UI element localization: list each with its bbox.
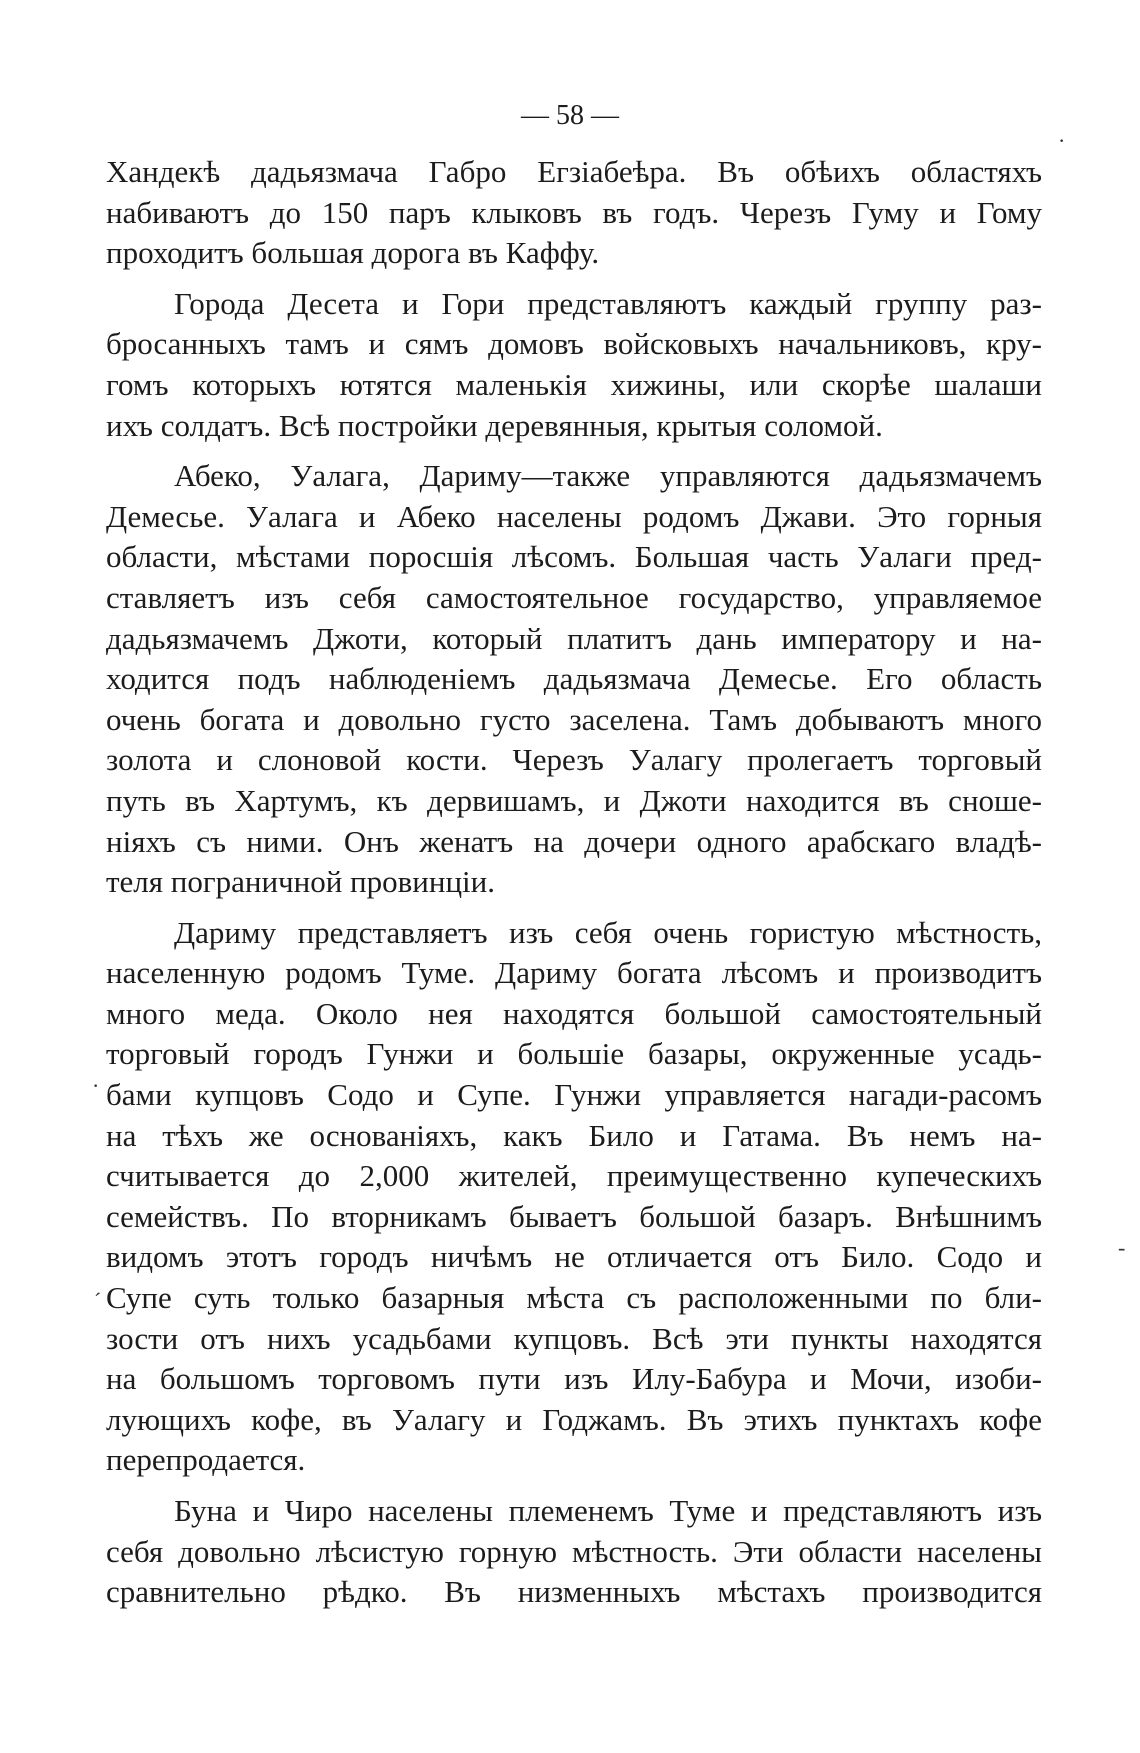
body-text — [106, 152, 1042, 1613]
paragraph — [106, 152, 1042, 274]
text-line: лующихъ кофе, въ Уалагу и Годжамъ. Въ этихъ пунктахъ кофе — [106, 1401, 1042, 1437]
text-line: много меда. Около нея находятся большой самостоятельный — [106, 995, 1042, 1031]
text-line: Города Десета и Гори представляютъ каждый группу раз- — [174, 285, 1042, 321]
text-line: себя довольно лѣсистую горную мѣстность. Эти области населены — [106, 1533, 1042, 1569]
text-line: считывается до 2,000 жителей, преимущественно купеческихъ — [106, 1158, 1042, 1194]
text-line: очень богата и довольно густо заселена. Тамъ добываютъ много — [106, 701, 1042, 737]
paragraph — [106, 1491, 1042, 1613]
text-line: Буна и Чиро населены племенемъ Туме и представляютъ изъ — [174, 1493, 1042, 1528]
text-line: гомъ которыхъ ютятся маленькія хижины, или скорѣе шалаши — [106, 366, 1042, 402]
text-line: на большомъ торговомъ пути изъ Илу-Бабура и Мочи, изоби- — [106, 1361, 1042, 1397]
text-line: населенную родомъ Туме. Дариму богата лѣсомъ и производитъ — [106, 955, 1042, 991]
paragraph — [106, 913, 1042, 1481]
text-line: Абеко, Уалага, Дариму—также управляются дадьязмачемъ — [174, 458, 1042, 494]
text-line: сравнительно рѣдко. Въ низменныхъ мѣстахъ производится — [106, 1574, 1042, 1610]
text-line: дадьязмачемъ Джоти, который платитъ дань императору и на- — [106, 620, 1042, 656]
text-line: семействъ. По вторникамъ бываетъ большой базаръ. Внѣшнимъ — [106, 1198, 1042, 1234]
text-line: Хандекѣ дадьязмача Габро Егзіабеѣра. Въ обѣихъ областяхъ — [106, 154, 1042, 189]
text-line: перепродается. — [106, 1442, 306, 1478]
text-line: области, мѣстами поросшія лѣсомъ. Большая часть Уалаги пред- — [106, 539, 1042, 575]
ink-speck: ˊ — [94, 1288, 102, 1313]
text-line: Демесье. Уалага и Абеко населены родомъ Джави. Это горныя — [106, 498, 1042, 534]
text-line: проходитъ большая дорога въ Каффу. — [106, 235, 600, 271]
text-line: набиваютъ до 150 паръ клыковъ въ годъ. Черезъ Гуму и Гому — [106, 194, 1042, 230]
ink-speck: · — [92, 1073, 100, 1098]
paragraph — [106, 456, 1042, 903]
text-line: видомъ этотъ городъ ничѣмъ не отличается отъ Било. Содо и — [106, 1239, 1042, 1275]
text-line: ходится подъ наблюденіемъ дадьязмача Демесье. Его область — [106, 661, 1042, 697]
page-number: — 58 — — [521, 100, 619, 131]
text-line: Дариму представляетъ изъ себя очень гористую мѣстность, — [174, 914, 1042, 950]
text-line: теля пограничной провинціи. — [106, 864, 495, 900]
text-line: ставляетъ изъ себя самостоятельное государство, управляемое — [106, 579, 1042, 615]
text-line: путь въ Хартумъ, къ дервишамъ, и Джоти находится въ сноше- — [106, 782, 1042, 818]
text-line: бами купцовъ Содо и Супе. Гунжи управляется нагади-расомъ — [106, 1077, 1042, 1113]
text-line: на тѣхъ же основаніяхъ, какъ Било и Гатама. Въ немъ на- — [106, 1117, 1042, 1153]
ink-speck: - — [1118, 1235, 1126, 1260]
text-line: зости отъ нихъ усадьбами купцовъ. Всѣ эти пункты находятся — [106, 1320, 1042, 1356]
text-line: Супе суть только базарныя мѣста съ расположенными по бли- — [106, 1280, 1042, 1316]
ink-speck: · — [1058, 128, 1066, 153]
text-line: ихъ солдатъ. Всѣ постройки деревянныя, крытыя соломой. — [106, 407, 883, 443]
text-line: торговый городъ Гунжи и большіе базары, окруженные усадь- — [106, 1036, 1042, 1072]
text-line: бросанныхъ тамъ и сямъ домовъ войсковыхъ начальниковъ, кру- — [106, 326, 1042, 362]
text-line: ніяхъ съ ними. Онъ женатъ на дочери одного арабскаго владѣ- — [106, 823, 1042, 859]
paragraph — [106, 284, 1042, 446]
text-line: золота и слоновой кости. Черезъ Уалагу пролегаетъ торговый — [106, 742, 1042, 778]
